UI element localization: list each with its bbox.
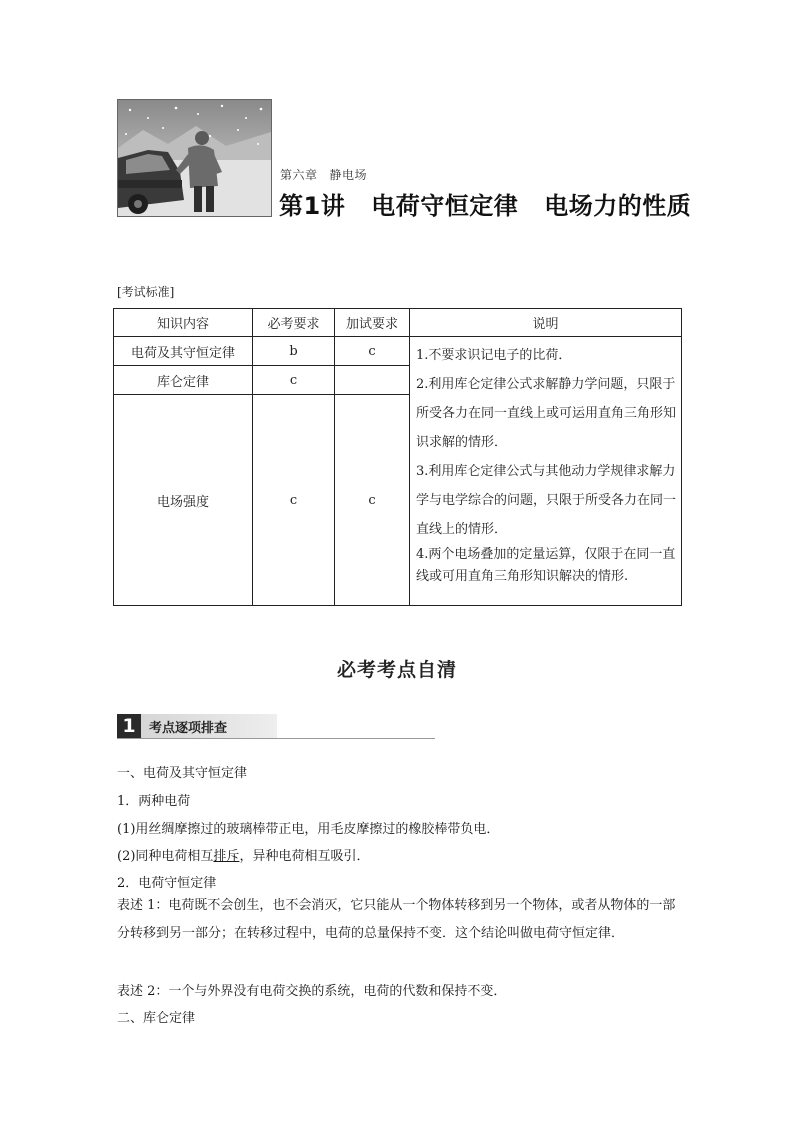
car-snow-illustration-icon (118, 100, 271, 216)
heading-two-charges: 1．两种电荷 (117, 794, 191, 809)
chapter-name: 静电场 (329, 168, 368, 182)
paragraph-two-charges-1: (1)用丝绸摩擦过的玻璃棒带正电，用毛皮摩擦过的橡胶棒带负电． (117, 822, 500, 837)
chapter-number: 第六章 (280, 168, 318, 182)
sub-section-number: 1 (117, 714, 141, 738)
header-required: 必考要求 (253, 309, 335, 337)
paragraph-statement-1: 表述 1：电荷既不会创生，也不会消灭，它只能从一个物体转移到另一个物体，或者从物体的一部分转移到另一部分；在转移过程中，电荷的总量保持不变．这个结论叫做电荷守恒定律． (117, 898, 676, 941)
notes-cell (410, 337, 682, 606)
paragraph-statement-2: 表述 2：一个与外界没有电荷交换的系统，电荷的代数和保持不变． (117, 984, 507, 999)
knowledge-cell: 电场强度 (114, 395, 253, 606)
sub-section-rule (117, 738, 435, 739)
lecture-title (279, 186, 691, 221)
heading-charge-conservation: 一、电荷及其守恒定律 (117, 766, 248, 781)
extra-cell: c (335, 395, 410, 606)
extra-cell (335, 366, 410, 395)
exam-standards-table (113, 308, 682, 606)
table-row (114, 337, 682, 366)
header-notes: 说明 (410, 309, 682, 337)
paragraph-text: ，异种电荷相互吸引． (239, 849, 370, 864)
lecture-title-part-1: 电荷守恒定律 (371, 192, 519, 220)
heading-conservation-law: 2．电荷守恒定律 (117, 876, 217, 891)
paragraph-two-charges-2 (117, 845, 369, 864)
underlined-term: 排斥 (213, 849, 240, 864)
section-heading: 必考考点自清 (336, 659, 457, 681)
lecture-number: 第1讲 (279, 192, 346, 220)
note-item: 2.利用库仑定律公式求解静力学问题，只限于所受各力在同一直线上或可运用直角三角形知识求解的情形． (416, 377, 677, 450)
lecture-title-part-2: 电场力的性质 (544, 192, 692, 220)
note-item: 1.不要求识记电子的比荷． (416, 348, 572, 363)
table-header-row (114, 309, 682, 337)
header-knowledge: 知识内容 (114, 309, 253, 337)
heading-coulomb-law: 二、库仑定律 (117, 1011, 196, 1026)
knowledge-cell: 电荷及其守恒定律 (114, 337, 253, 366)
header-extra: 加试要求 (335, 309, 410, 337)
extra-cell: c (335, 337, 410, 366)
note-item: 3.利用库仑定律公式与其他动力学规律求解力学与电学综合的问题，只限于所受各力在同一直线上的情形． (416, 464, 677, 537)
required-cell: c (253, 366, 335, 395)
exam-standard-label: [考试标准] (117, 285, 175, 299)
note-item: 4.两个电场叠加的定量运算，仅限于在同一直线或可用直角三角形知识解决的情形. (416, 547, 676, 584)
required-cell: c (253, 395, 335, 606)
required-cell: b (253, 337, 335, 366)
chapter-illustration (117, 99, 272, 217)
paragraph-text: (2)同种电荷相互 (117, 849, 214, 864)
chapter-label (280, 166, 379, 183)
sub-section-label: 考点逐项排查 (149, 721, 228, 736)
knowledge-cell: 库仑定律 (114, 366, 253, 395)
